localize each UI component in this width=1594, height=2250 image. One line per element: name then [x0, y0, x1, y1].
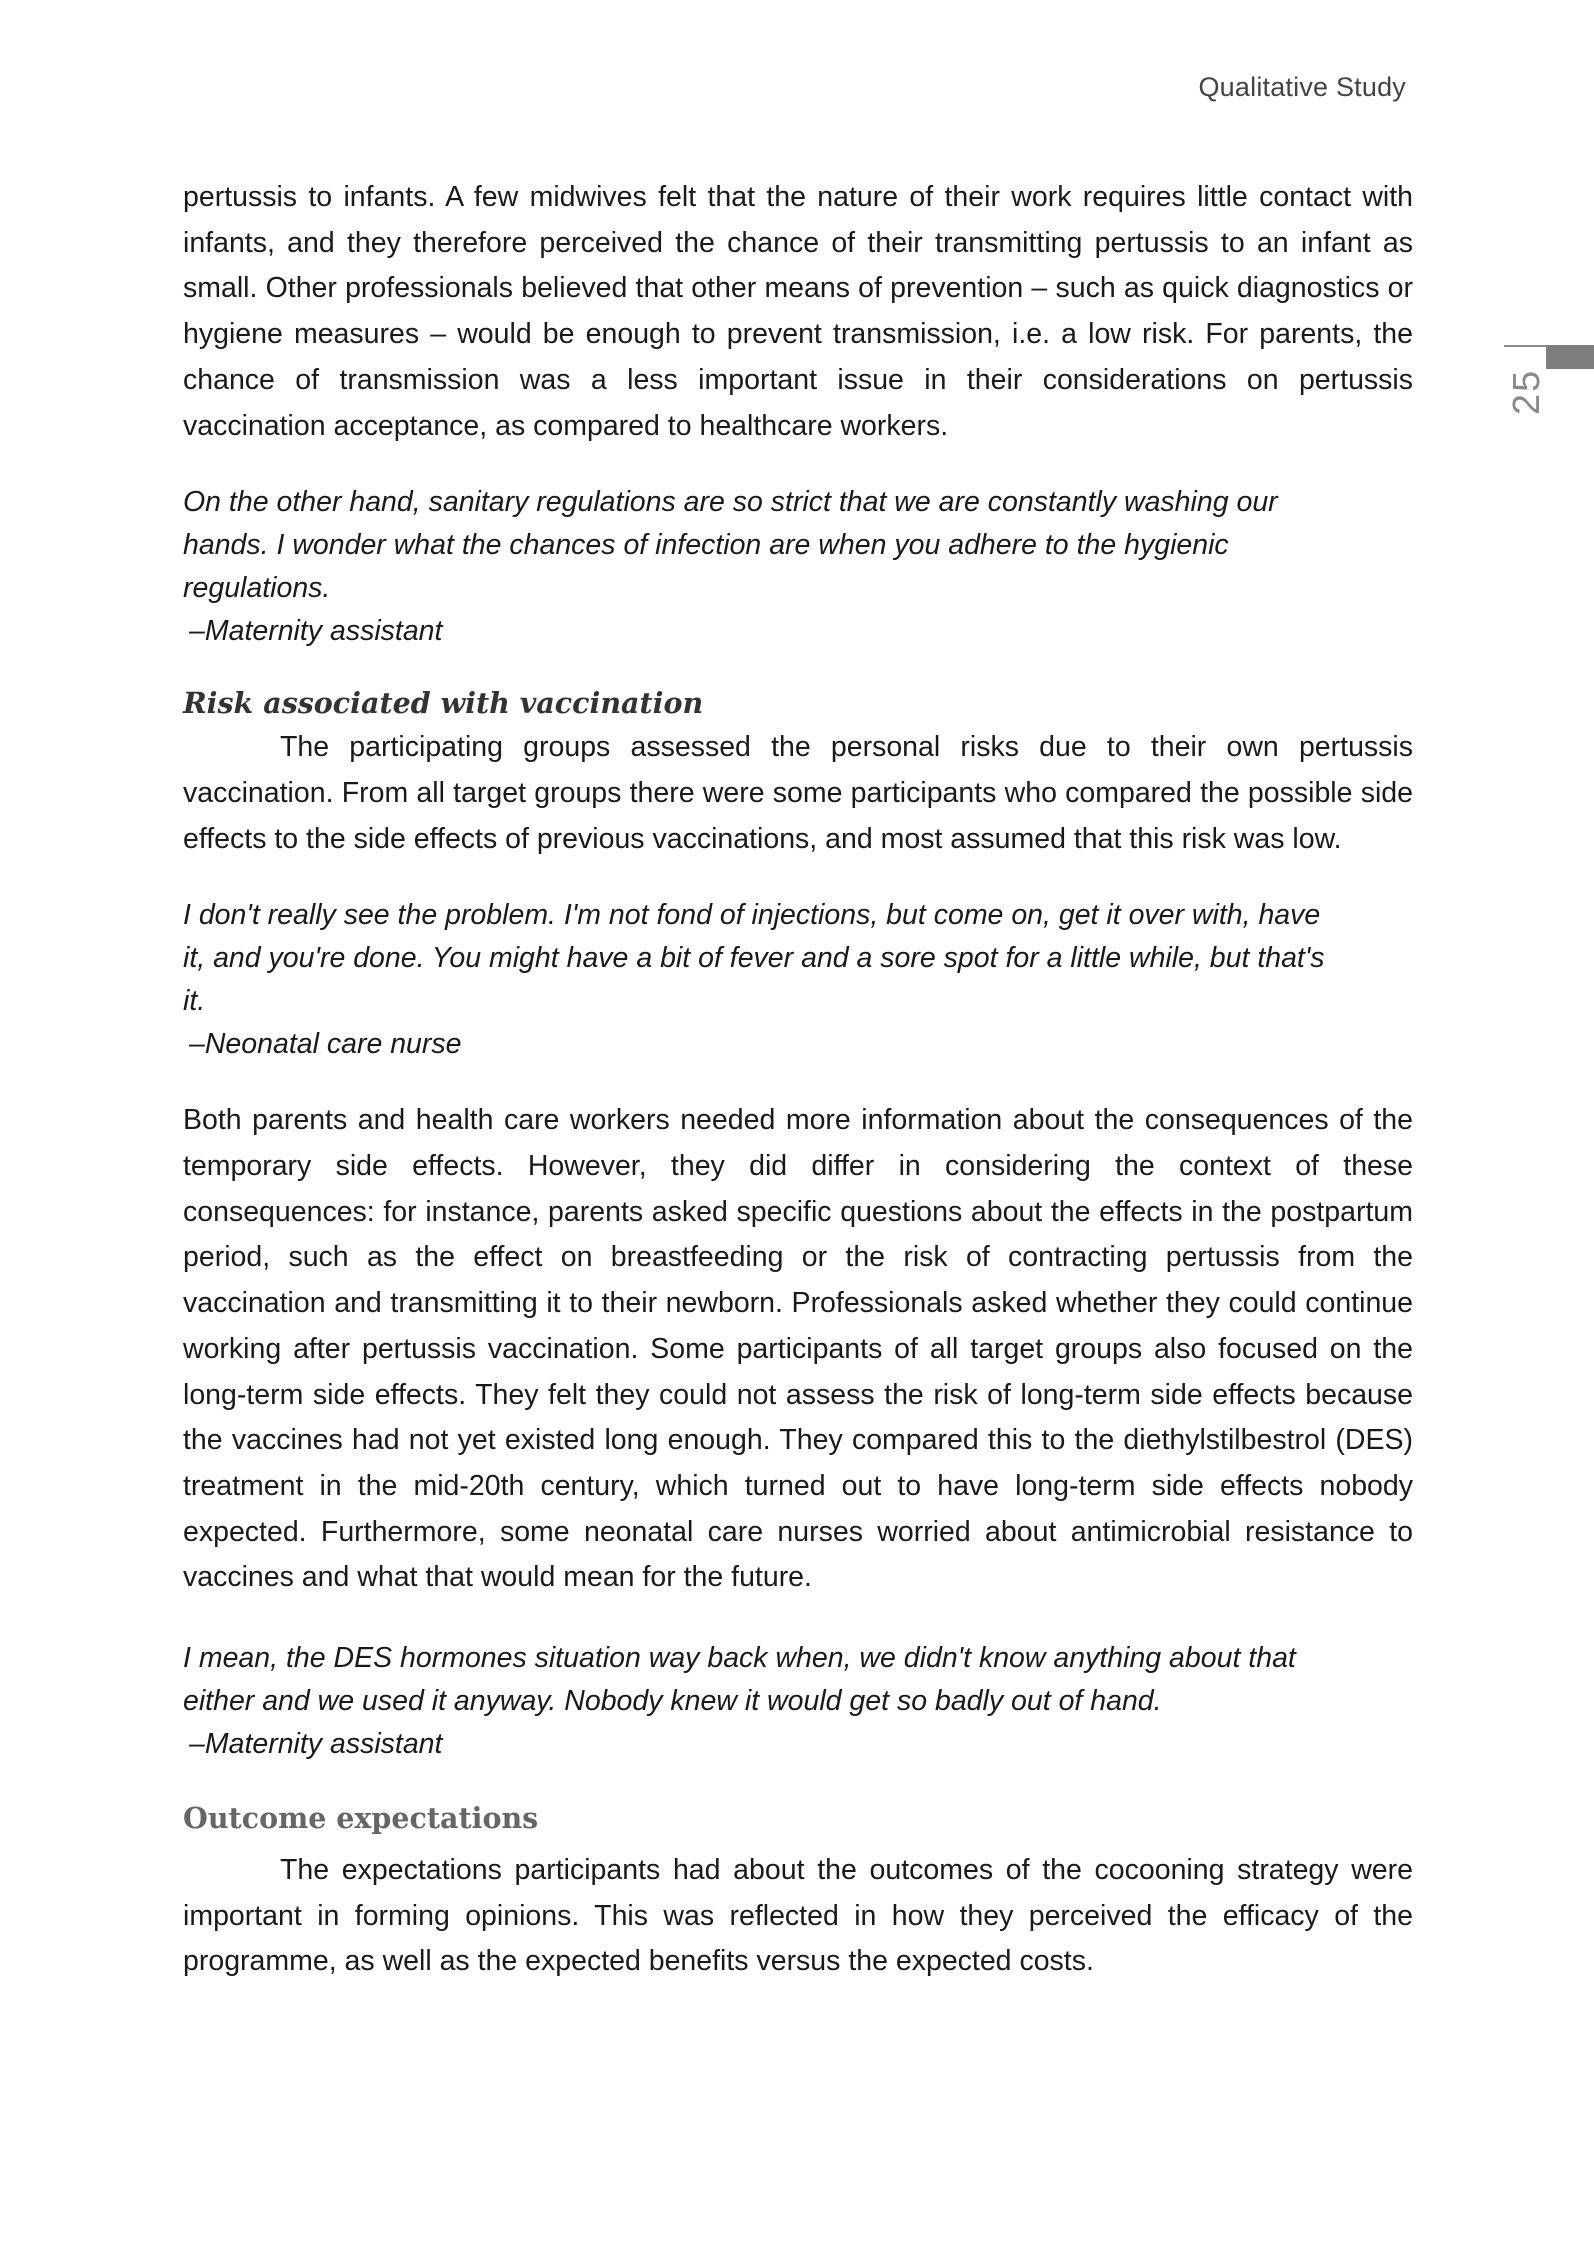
- tab-block: [1546, 345, 1594, 369]
- quote-attribution-3: –Maternity assistant: [189, 1728, 443, 1761]
- paragraph-transmission: pertussis to infants. A few midwives felt that the nature of their work requires little contact with infants, and they therefore perceived the chance of their transmitting pertussis to an infant as small. Other professionals believed that other means of prevention – such as quick diagnostics or hygiene measures – would be enough to prevent transmission, i.e. a low risk. For parents, the chance of transmission was a less important issue in their considerations on pertussis vaccination acceptance, as compared to healthcare workers.: [183, 181, 1413, 442]
- paragraph-side-effects: Both parents and health care workers needed more information about the consequences of the temporary side effects. However, they did differ in considering the context of these consequences: for instance, parents asked specific questions about the effects in the postpartum period, such as the effect on breastfeeding or the risk of contracting pertussis from the vaccination and transmitting it to their newborn. Professionals asked whether they could continue working after pertussis vaccination. Some participants of all target groups also focused on the long-term side effects. They felt they could not assess the risk of long-term side effects because the vaccines had not yet existed long enough. They compared this to the diethylstilbestrol (DES) treatment in the mid-20th century, which turned out to have long-term side effects nobody expected. Furthermore, some neonatal care nurses worried about antimicrobial resistance to vaccines and what that would mean for the future.: [183, 1104, 1413, 1594]
- running-header-title: Qualitative Study: [1198, 72, 1406, 102]
- tab-rule-line: [1504, 345, 1548, 347]
- quote-attribution-2: –Neonatal care nurse: [189, 1028, 462, 1061]
- quote-maternity-assistant-2: I mean, the DES hormones situation way back when, we didn't know anything about that either and we used it anyway. Nobody knew it would get so badly out of hand.: [183, 1642, 1296, 1718]
- quote-neonatal-care-nurse: I don't really see the problem. I'm not fond of injections, but come on, get it over with, have it, and you're done. You might have a bit of fever and a sore spot for a little while, but that's it.: [183, 899, 1325, 1018]
- page-tab-marker: [1504, 345, 1594, 465]
- quote-attribution-1: –Maternity assistant: [189, 615, 443, 648]
- paragraph-outcome: The expectations participants had about the outcomes of the cocooning strategy were important in forming opinions. This was reflected in how they perceived the efficacy of the programme, as well as the expected benefits versus the expected costs.: [183, 1854, 1413, 1978]
- quote-maternity-assistant-1: On the other hand, sanitary regulations are so strict that we are constantly washing our hands. I wonder what the chances of infection are when you adhere to the hygienic regulations.: [183, 486, 1278, 605]
- document-body: [183, 175, 1413, 1985]
- page-number: 25: [1506, 368, 1548, 415]
- paragraph-risk: The participating groups assessed the personal risks due to their own pertussis vaccination. From all target groups there were some participants who compared the possible side effects to the side effects of previous vaccinations, and most assumed that this risk was low.: [183, 731, 1413, 855]
- section-heading-outcome: Outcome expectations: [183, 1801, 539, 1836]
- section-heading-risk: Risk associated with vaccination: [183, 686, 704, 721]
